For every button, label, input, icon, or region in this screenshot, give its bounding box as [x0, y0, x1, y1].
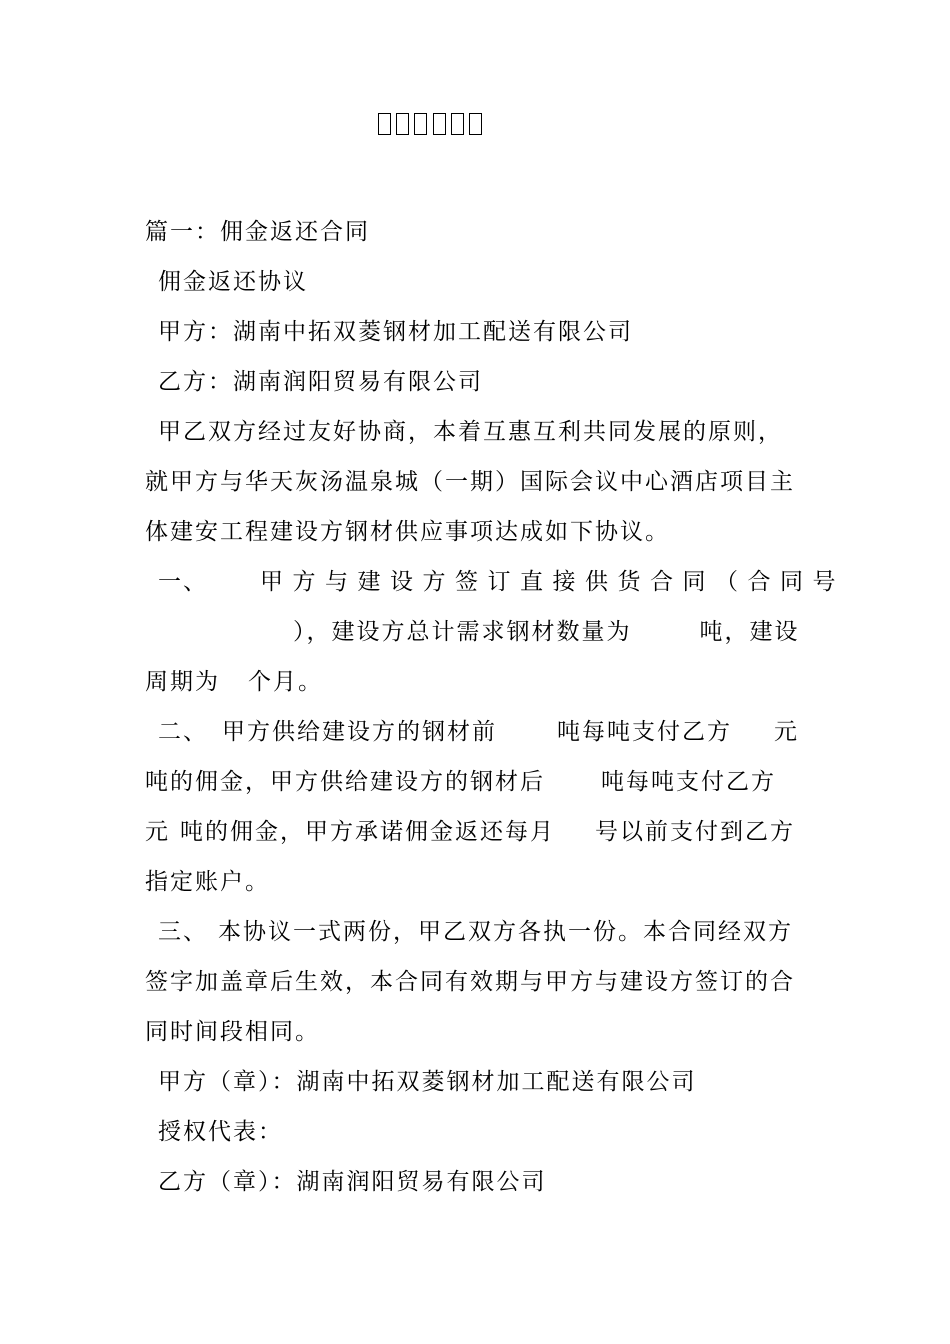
signature-party-a: 甲方（章）：湖南中拓双菱钢材加工配送有限公司 — [158, 1069, 697, 1095]
clause-text: 元 — [145, 819, 170, 845]
missing-glyph-icon — [433, 113, 446, 135]
party-a: 甲方：湖南中拓双菱钢材加工配送有限公司 — [158, 319, 633, 345]
authorized-representative: 授权代表： — [158, 1119, 283, 1145]
clause-2-line: 指定账户。 — [145, 869, 270, 895]
clause-2-line — [145, 815, 809, 849]
missing-glyph-icon — [414, 113, 427, 135]
paragraph-line: 体建安工程建设方钢材供应事项达成如下协议。 — [145, 519, 670, 545]
clause-text: 甲方与建设方签订直接供货合同（合同号 — [260, 569, 845, 595]
clause-text: 甲方供给建设方的钢材前 — [222, 719, 497, 745]
missing-glyph-icon — [451, 113, 464, 135]
clause-2-line — [158, 715, 822, 749]
signature-party-b: 乙方（章）：湖南润阳贸易有限公司 — [158, 1169, 547, 1195]
clause-number: 二、 — [158, 719, 208, 745]
clause-text: 元 — [774, 719, 799, 745]
clause-3-line: 签字加盖章后生效，本合同有效期与甲方与建设方签订的合 — [145, 969, 795, 995]
clause-3-line: 同时间段相同。 — [145, 1019, 320, 1045]
clause-text: ），建设方总计需求钢材数量为 — [293, 619, 632, 645]
clause-text: 吨的佣金，甲方承诺佣金返还每月 — [180, 819, 555, 845]
missing-glyph-icon — [378, 113, 391, 135]
clause-text: 周期为 — [145, 669, 220, 695]
missing-glyph-icon — [396, 113, 409, 135]
clause-1-line — [158, 565, 845, 599]
clause-text: 吨每吨支付乙方 — [557, 719, 732, 745]
clause-1-line — [145, 665, 809, 699]
clause-2-line — [145, 765, 809, 799]
party-b: 乙方：湖南润阳贸易有限公司 — [158, 369, 483, 395]
clause-text: 吨，建设 — [699, 619, 800, 645]
missing-glyph-icon — [469, 113, 482, 135]
clause-number: 一、 — [158, 569, 208, 595]
section-heading: 篇一：佣金返还合同 — [145, 219, 370, 245]
clause-text: 本协议一式两份，甲乙双方各执一份。本合同经双方 — [218, 919, 793, 945]
clause-number: 三、 — [158, 919, 208, 945]
paragraph-line: 甲乙双方经过友好协商，本着互惠互利共同发展的原则， — [158, 419, 783, 445]
clause-3-line — [158, 915, 822, 949]
paragraph-line: 就甲方与华天灰汤温泉城（一期）国际会议中心酒店项目主 — [145, 469, 795, 495]
clause-text: 号以前支付到乙方 — [595, 819, 795, 845]
document-title — [378, 105, 482, 143]
clause-text: 吨的佣金，甲方供给建设方的钢材后 — [145, 769, 545, 795]
clause-1-line — [145, 615, 809, 649]
clause-text: 个月。 — [248, 669, 323, 695]
clause-text: 吨每吨支付乙方 — [601, 769, 776, 795]
agreement-title: 佣金返还协议 — [158, 269, 308, 295]
